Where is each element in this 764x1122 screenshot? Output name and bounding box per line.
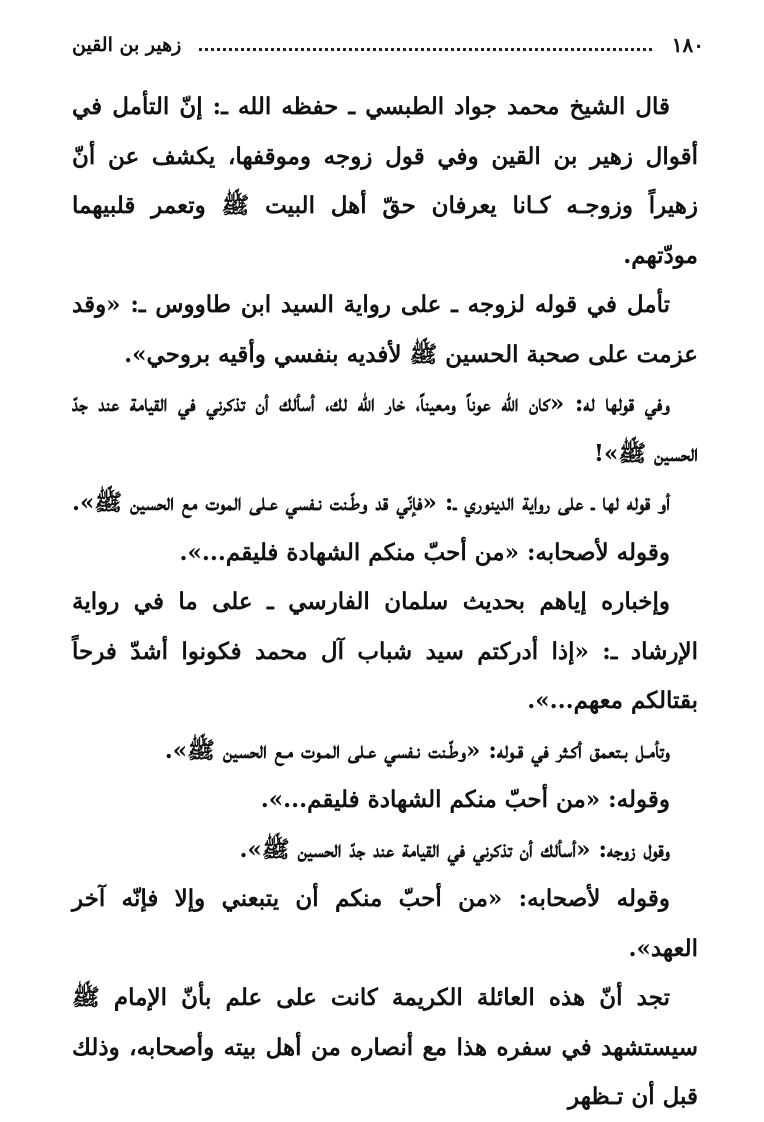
body-text <box>72 82 698 1122</box>
paragraph: تأمل في قوله لزوجه ـ على رواية السيد ابن طاووس ـ: «وقد عزمت على صحبة الحسين ﷺ لأفديه بنفسي وأقيه بروحي». <box>72 291 698 368</box>
running-header <box>72 28 704 62</box>
paragraph: تجد أنّ هذه العائلة الكريمة كانت على علم بأنّ الإمام ﷺ سيستشهد في سفره هذا مع أنصاره من أهل بيته وأصحابه، وذلك قبل أن تـظهر <box>72 984 698 1110</box>
header-dotted-leader <box>199 48 651 51</box>
paragraph: وقول زوجه: «أسألك أن تذكرني في القيامة عند جدّ الحسين ﷺ». <box>239 835 670 863</box>
page-number: ١٨٠ <box>671 33 704 57</box>
paragraph: وفي قولها له: «كان الله عوناً ومعيناً، خار الله لك، أسألك أن تذكرني في القيامة عند جدّ الحسين ﷺ»! <box>72 390 698 467</box>
paragraph: وقوله لأصحابه: «من أحبّ منكم أن يتبعني وإلا فإنّه آخر العهد». <box>72 885 698 962</box>
paragraph: أو قوله لها ـ على رواية الدينوري ـ: «فإنّي قد وطّـنت نـفسي عـلى الموت مع الحسين ﷺ». <box>71 489 670 516</box>
paragraph: قال الشيخ محمد جواد الطبسي ـ حفظه الله ـ: إنّ التأمل في أقوال زهير بن القين وفي قول زوجه وموقفها، يكشف عن أنّ زهيراً وزوجـه كـانا يعرفان حقّ أهل البيت ﷺ وتعمر قلبيهما مودّتهم. <box>72 93 698 269</box>
paragraph: وتأمـل بـتعمق أكـثر في قـوله: «وطّـنت نـفسي عـلى المـوت مـع الحسين ﷺ». <box>164 736 670 764</box>
paragraph: وإخباره إياهم بحديث سلمان الفارسي ـ على ما في رواية الإرشاد ـ: «إذا أدركتم سيد شباب آل محمد فكونوا أشدّ فرحاً بقتالكم معهم...». <box>72 588 698 714</box>
paragraph: وقوله لأصحابه: «من أحبّ منكم الشهادة فليقم...». <box>179 538 670 566</box>
paragraph: وقوله: «من أحبّ منكم الشهادة فليقم...». <box>260 786 670 813</box>
chapter-title: زهير بن القين <box>72 34 182 56</box>
